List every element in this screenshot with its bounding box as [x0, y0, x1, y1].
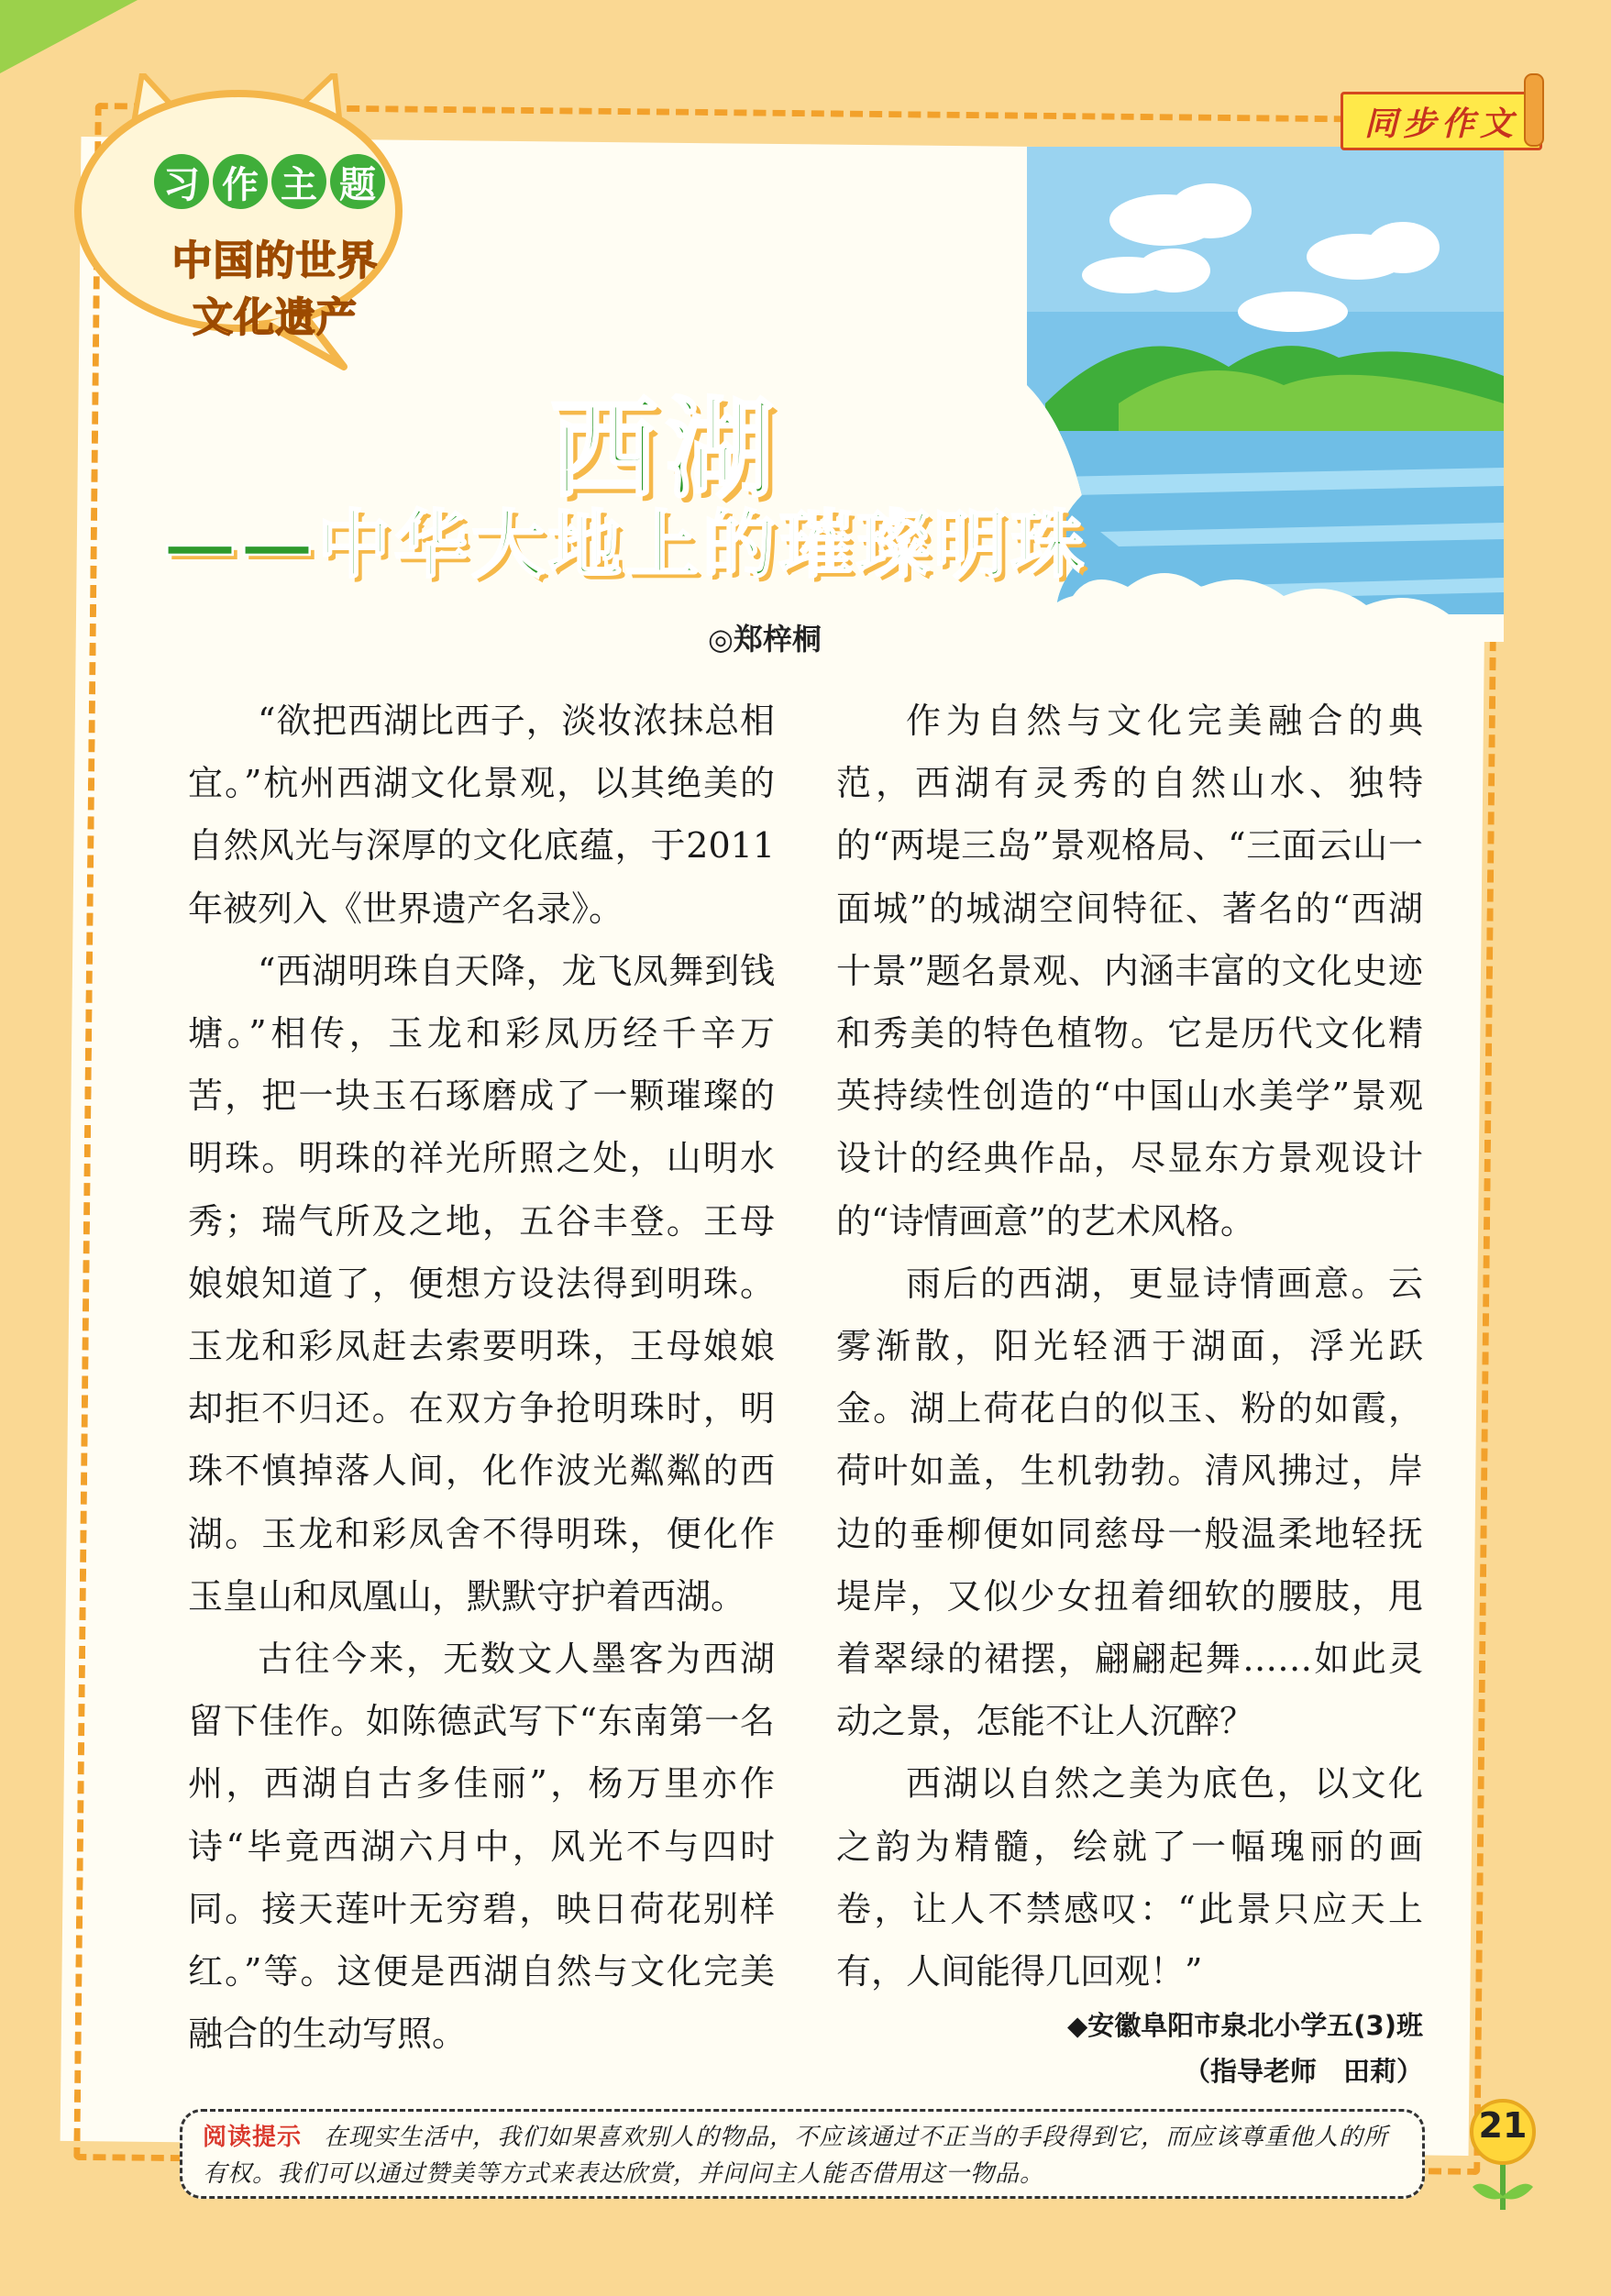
teacher-signature: （指导老师 田莉）: [1183, 2056, 1423, 2088]
theme-label: [154, 154, 385, 209]
left-column: [188, 690, 775, 2065]
theme-char-2: 作: [213, 154, 268, 209]
article-title: 西湖: [550, 386, 782, 513]
theme-char-3: 主: [271, 154, 326, 209]
column-badge-scroll: [1524, 73, 1544, 147]
theme-char-4: 题: [330, 154, 385, 209]
school-signature: ◆安徽阜阳市泉北小学五(3)班: [1067, 2010, 1423, 2042]
theme-char-1: 习: [154, 154, 209, 209]
reading-tip-label: 阅读提示: [203, 2124, 303, 2151]
theme-line-1: 中国的世界: [171, 237, 379, 284]
corner-decoration: [0, 0, 138, 73]
paragraph: 西湖以自然之美为底色，以文化之韵为精髓，绘就了一幅瑰丽的画卷，让人不禁感叹：“此景只应天上有，人间能得几回观！”: [836, 1763, 1423, 1992]
right-column: [836, 690, 1423, 2094]
page-number: 21: [1478, 2105, 1528, 2146]
column-badge: 同步作文: [1341, 92, 1542, 150]
paragraph: 古往今来，无数文人墨客为西湖留下佳作。如陈德武写下“东南第一名州，西湖自古多佳丽”，杨万里亦作诗“毕竟西湖六月中，风光不与四时同。接天莲叶无穷碧，映日荷花别样红。”等。这便是西湖自然与文化完美融合的生动写照。: [188, 1639, 775, 2055]
paragraph: 作为自然与文化完美融合的典范，西湖有灵秀的自然山水、独特的“两堤三岛”景观格局、“三面云山一面城”的城湖空间特征、著名的“西湖十景”题名景观、内涵丰富的文化史迹和秀美的特色植物。它是历代文化精英持续性创造的“中国山水美学”景观设计的经典作品，尽显东方景观设计的“诗情画意”的艺术风格。: [836, 701, 1423, 1242]
reading-tip-text: 在现实生活中，我们如果喜欢别人的物品，不应该通过不正当的手段得到它，而应该尊重他人的所有权。我们可以通过赞美等方式来表达欣赏，并问问主人能否借用这一物品。: [203, 2124, 1389, 2188]
paragraph: “欲把西湖比西子，淡妆浓抹总相宜。”杭州西湖文化景观，以其绝美的自然风光与深厚的文化底蕴，于2011年被列入《世界遗产名录》。: [188, 701, 775, 929]
author: ◎郑梓桐: [708, 622, 822, 657]
reading-tip-box: [180, 2109, 1425, 2199]
article-subtitle: ——中华大地上的璀璨明珠: [163, 502, 1087, 588]
paragraph: 雨后的西湖，更显诗情画意。云雾渐散，阳光轻洒于湖面，浮光跃金。湖上荷花白的似玉、粉的如霞，荷叶如盖，生机勃勃。清风拂过，岸边的垂柳便如同慈母一般温柔地轻抚堤岸，又似少女扭着细软的腰肢，甩着翠绿的裙摆，翩翩起舞……如此灵动之景，怎能不让人沉醉？: [836, 1263, 1423, 1742]
theme-line-2: 文化遗产: [193, 294, 358, 341]
paragraph: “西湖明珠自天降，龙飞凤舞到钱塘。”相传，玉龙和彩凤历经千辛万苦，把一块玉石琢磨成了一颗璀璨的明珠。明珠的祥光所照之处，山明水秀；瑞气所及之地，五谷丰登。王母娘娘知道了，便想方设法得到明珠。玉龙和彩凤赶去索要明珠，王母娘娘却拒不归还。在双方争抢明珠时，明珠不慎掉落人间，化作波光粼粼的西湖。玉龙和彩凤舍不得明珠，便化作玉皇山和凤凰山，默默守护着西湖。: [188, 950, 775, 1617]
